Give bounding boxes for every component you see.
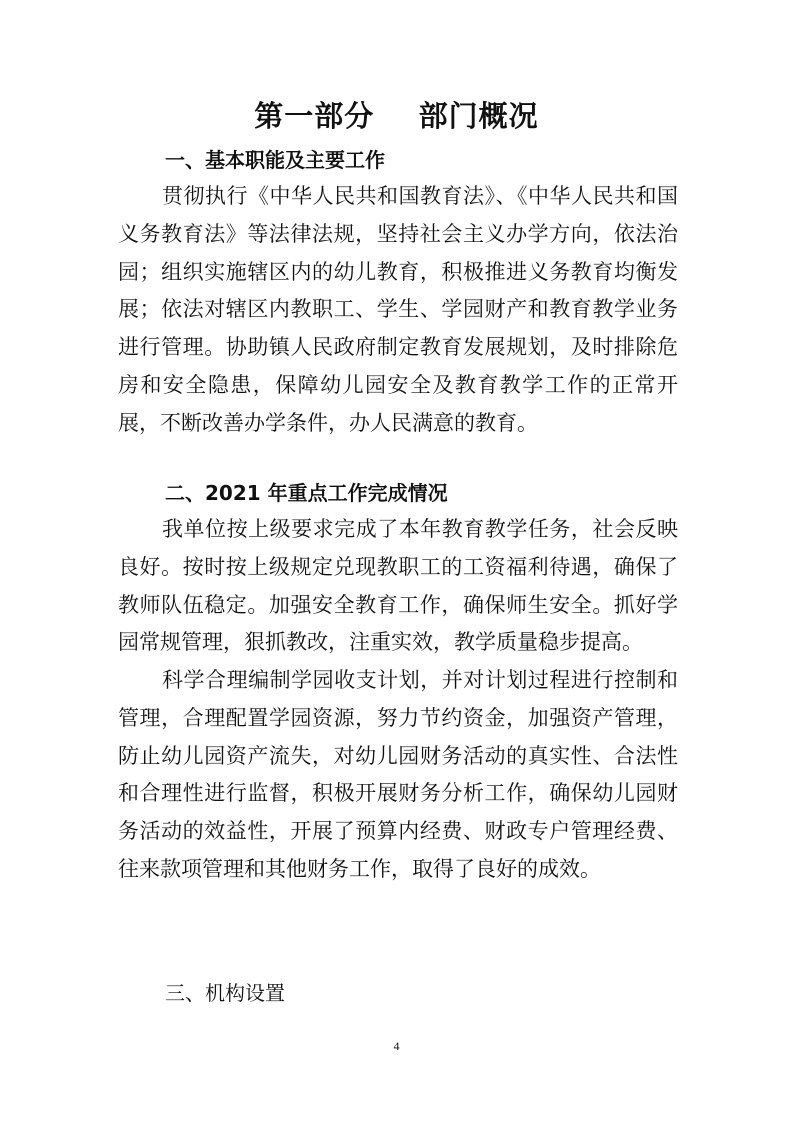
section-heading-basic-functions: 一、基本职能及主要工作 [165, 148, 385, 172]
section-heading-key-work-2021: 二、2021 年重点工作完成情况 [165, 481, 448, 505]
section-heading-organization: 三、机构设置 [165, 981, 285, 1005]
page-number: 4 [393, 1039, 400, 1053]
paragraph-basic-functions: 贯彻执行《中华人民共和国教育法》、《中华人民共和国义务教育法》等法律法规，坚持社会主义办学方向，依法治园；组织实施辖区内的幼儿教育，积极推进义务教育均衡发展；依法对辖区内教职工、学生、学园财产和教育教学业务进行管理。协助镇人民政府制定教育发展规划，及时排除危房和安全隐患，保障幼儿园安全及教育教学工作的正常开展，不断改善办学条件，办人民满意的教育。 [118, 184, 678, 435]
paragraph-financial-management: 科学合理编制学园收支计划，并对计划过程进行控制和管理，合理配置学园资源，努力节约资金，加强资产管理，防止幼儿园资产流失，对幼儿园财务活动的真实性、合法性和合理性进行监督，积极开展财务分析工作，确保幼儿园财务活动的效益性，开展了预算内经费、财政专户管理经费、往来款项管理和其他财务工作，取得了良好的成效。 [118, 668, 678, 881]
page-title: 第一部分 部门概况 [254, 99, 539, 133]
paragraph-task-completion: 我单位按上级要求完成了本年教育教学任务，社会反映良好。按时按上级规定兑现教职工的工资福利待遇，确保了教师队伍稳定。加强安全教育工作，确保师生安全。抓好学园常规管理，狠抓教改，注重实效，教学质量稳步提高。 [118, 517, 678, 655]
